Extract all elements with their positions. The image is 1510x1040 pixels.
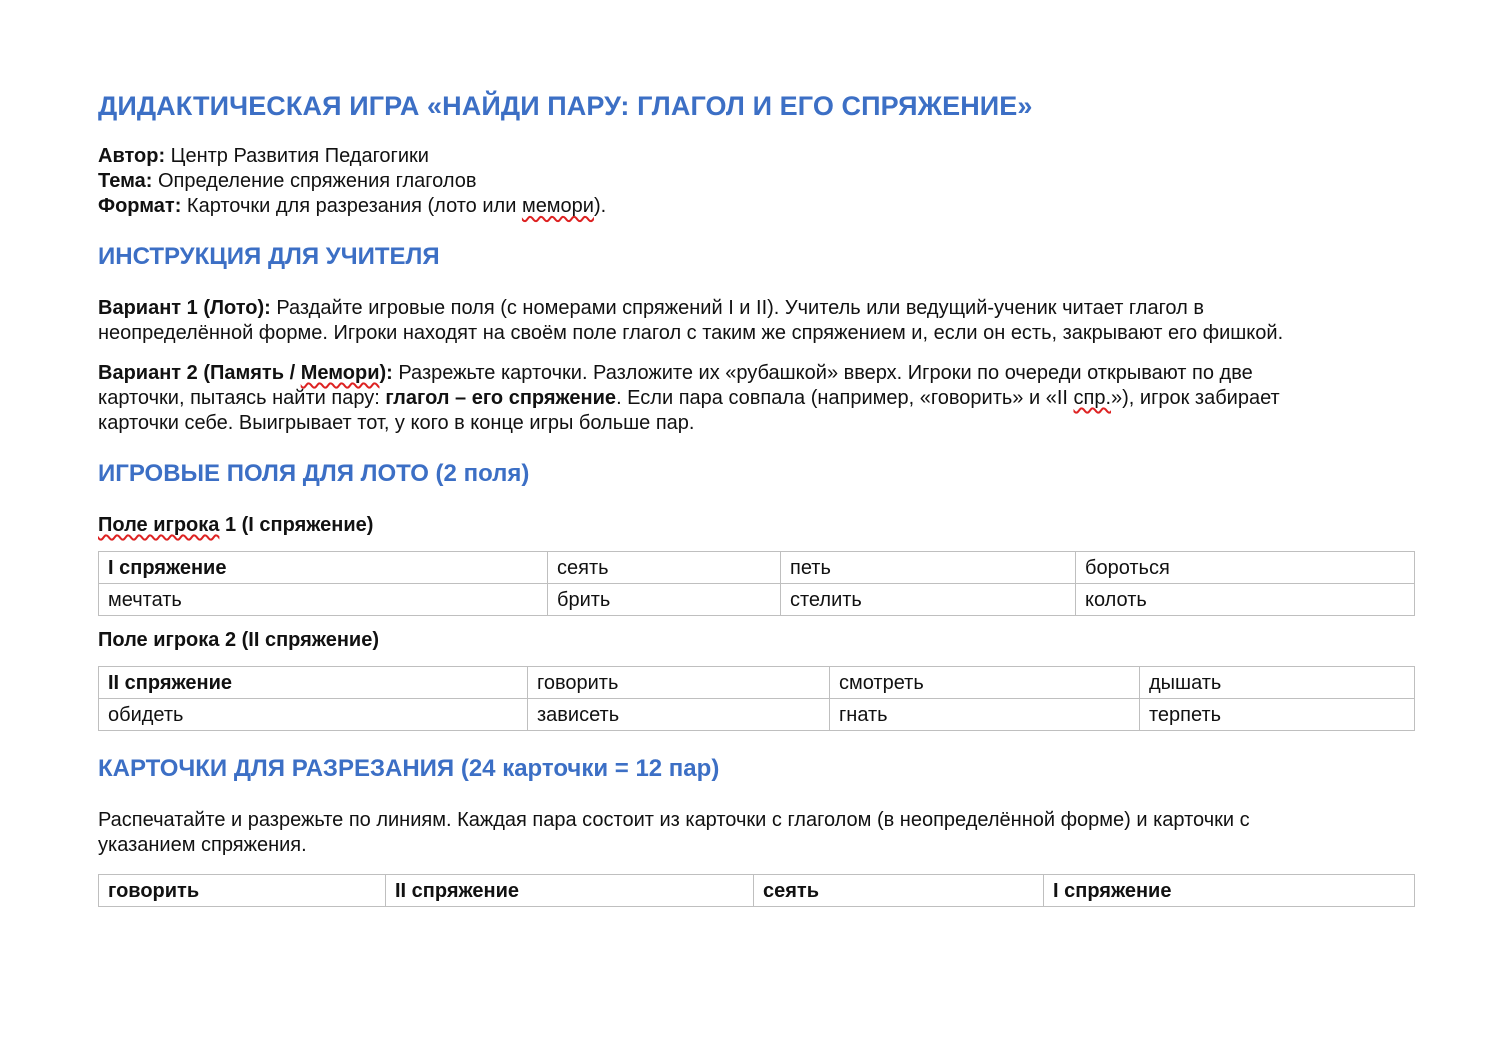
- table-cell[interactable]: зависеть: [528, 698, 830, 730]
- table-cell[interactable]: [99, 874, 386, 906]
- table-cell[interactable]: колоть: [1076, 583, 1415, 615]
- table-cell[interactable]: мечтать: [99, 583, 548, 615]
- table-cell[interactable]: гнать: [830, 698, 1140, 730]
- cards-intro-line-1: Распечатайте и разрежьте по линиям. Каждая пара состоит из карточки с глаголом (в неопределённой форме) и карточки с: [98, 808, 1250, 831]
- variant-2-text: Разрежьте карточки. Разложите их «рубашкой» вверх. Игроки по очереди открывают по две: [392, 362, 1253, 385]
- field-1-title: [98, 513, 1414, 538]
- instructions-heading: ИНСТРУКЦИЯ ДЛЯ УЧИТЕЛЯ: [98, 243, 440, 271]
- table-cell[interactable]: терпеть: [1140, 698, 1415, 730]
- field-1-title-rest: 1 (I спряжение): [219, 513, 374, 536]
- document-title: ДИДАКТИЧЕСКАЯ ИГРА «НАЙДИ ПАРУ: ГЛАГОЛ И ЕГО СПРЯЖЕНИЕ»: [98, 91, 1033, 121]
- variant-2-text-2: карточки, пытаясь найти пару:: [98, 387, 386, 410]
- field-1-table: [98, 551, 1415, 616]
- table-cell[interactable]: брить: [548, 583, 781, 615]
- spellcheck-word[interactable]: спр.: [1073, 387, 1111, 410]
- spellcheck-word[interactable]: мемори: [521, 195, 594, 218]
- card-text: I спряжение: [1053, 879, 1172, 902]
- cards-table: [98, 874, 1415, 907]
- table-cell[interactable]: дышать: [1140, 666, 1415, 698]
- field-2-title: Поле игрока 2 (II спряжение): [98, 628, 379, 651]
- table-cell[interactable]: [754, 874, 1044, 906]
- card-text: говорить: [108, 879, 200, 902]
- cards-heading: КАРТОЧКИ ДЛЯ РАЗРЕЗАНИЯ (24 карточки = 12 пар): [98, 754, 720, 782]
- table-cell[interactable]: [99, 551, 548, 583]
- spellcheck-word[interactable]: Поле игрока: [98, 513, 220, 536]
- table-cell[interactable]: [1044, 874, 1415, 906]
- variant-2-label: [98, 362, 393, 384]
- table-row: [99, 698, 1415, 730]
- table-cell[interactable]: [99, 666, 528, 698]
- format-label: Формат:: [98, 195, 182, 218]
- spellcheck-word[interactable]: Мемори: [300, 362, 380, 385]
- variant-1-paragraph: [98, 296, 1414, 346]
- meta-block: [98, 144, 1414, 219]
- cell-header-text: II спряжение: [108, 671, 233, 694]
- variant-2-text-5: карточки себе. Выигрывает тот, у кого в конце игры больше пар.: [98, 412, 695, 435]
- topic-label: Тема:: [98, 170, 153, 193]
- table-cell[interactable]: [386, 874, 754, 906]
- table-cell[interactable]: обидеть: [99, 698, 528, 730]
- loto-heading: ИГРОВЫЕ ПОЛЯ ДЛЯ ЛОТО (2 поля): [98, 460, 530, 488]
- format-line: [98, 194, 1414, 219]
- variant-1-text-2: неопределённой форме. Игроки находят на своём поле глагол с таким же спряжением и, если он есть, закрывают его фишкой.: [98, 322, 1284, 345]
- table-cell[interactable]: стелить: [781, 583, 1076, 615]
- variant-2-paragraph: [98, 361, 1414, 436]
- format-value-end: ).: [593, 195, 607, 218]
- variant-2-text-3: . Если пара совпала (например, «говорить» и «II: [616, 387, 1074, 410]
- author-label: Автор:: [98, 145, 166, 168]
- cards-intro: [98, 808, 1414, 858]
- table-row: [99, 551, 1415, 583]
- variant-2-label-b: ):: [379, 362, 393, 385]
- card-text: сеять: [763, 879, 820, 902]
- variant-1-text: Раздайте игровые поля (с номерами спряжений I и II). Учитель или ведущий-ученик читает глагол в: [270, 297, 1204, 320]
- variant-1-label: Вариант 1 (Лото):: [98, 297, 271, 320]
- author-line: [98, 144, 1414, 169]
- table-cell[interactable]: говорить: [528, 666, 830, 698]
- card-text: II спряжение: [395, 879, 520, 902]
- variant-2-label-a: Вариант 2 (Память /: [98, 362, 301, 385]
- topic-line: [98, 169, 1414, 194]
- cards-intro-line-2: указанием спряжения.: [98, 833, 307, 856]
- topic-value: Определение спряжения глаголов: [152, 170, 477, 193]
- table-cell[interactable]: бороться: [1076, 551, 1415, 583]
- table-cell[interactable]: сеять: [548, 551, 781, 583]
- cell-header-text: I спряжение: [108, 556, 227, 579]
- field-2-table: [98, 666, 1415, 731]
- table-row: [99, 666, 1415, 698]
- variant-2-text-4: »), игрок забирает: [1111, 387, 1280, 410]
- document-page: [98, 90, 1414, 907]
- table-row: [99, 583, 1415, 615]
- format-value: Карточки для разрезания (лото или: [181, 195, 522, 218]
- author-value: Центр Развития Педагогики: [165, 145, 429, 168]
- variant-2-bold: глагол – его спряжение: [385, 387, 617, 410]
- table-cell[interactable]: смотреть: [830, 666, 1140, 698]
- table-cell[interactable]: петь: [781, 551, 1076, 583]
- table-row: [99, 874, 1415, 906]
